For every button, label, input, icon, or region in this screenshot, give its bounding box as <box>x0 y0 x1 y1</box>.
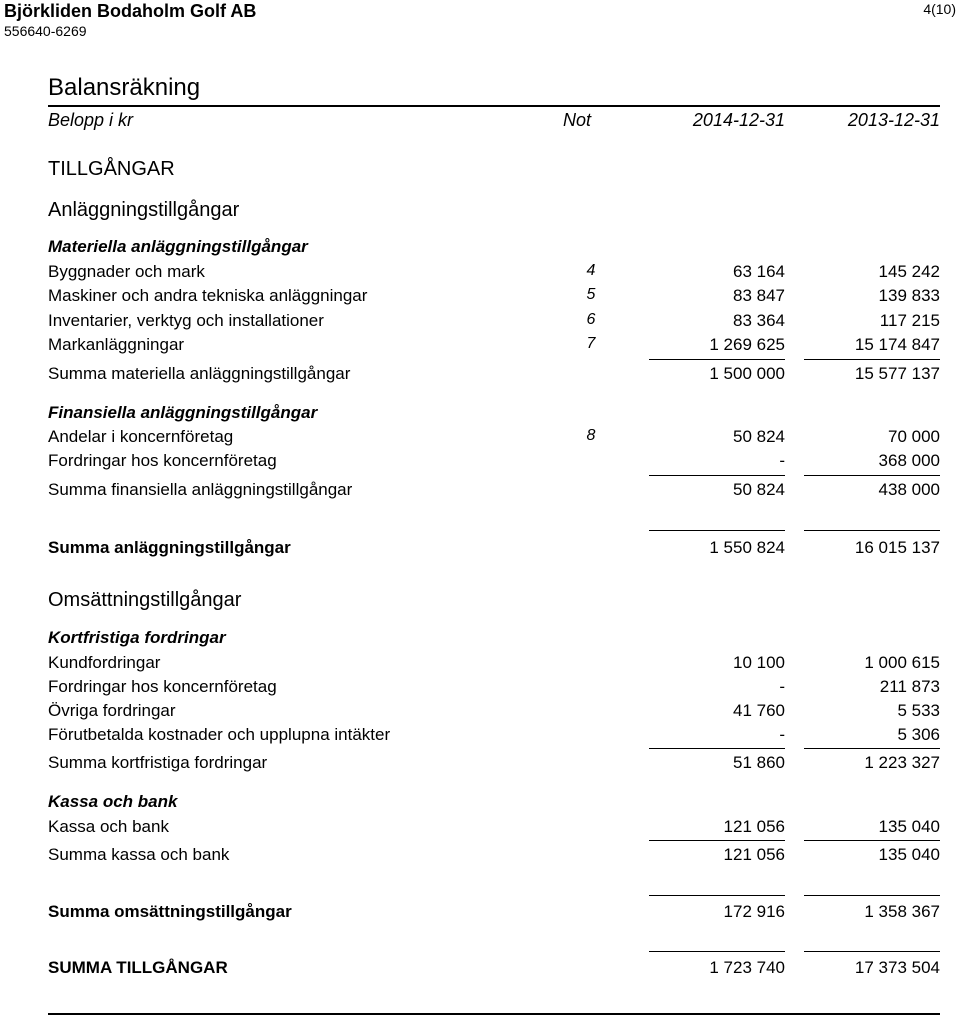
column-header-note: Not <box>563 110 592 130</box>
org-number: 556640-6269 <box>4 23 87 39</box>
table-row: Markanläggningar 7 1 269 625 15 174 847 <box>48 335 940 354</box>
table-row: Fordringar hos koncernföretag - 368 000 <box>48 451 940 470</box>
table-row: Inventarier, verktyg och installationer 6 83 364 117 215 <box>48 311 940 330</box>
subtotal-row: Summa kassa och bank 121 056 135 040 <box>48 845 940 864</box>
grand-total-row: SUMMA TILLGÅNGAR 1 723 740 17 373 504 <box>48 958 940 977</box>
table-row: Maskiner och andra tekniska anläggningar 5 83 847 139 833 <box>48 286 940 305</box>
group-heading-financial: Finansiella anläggningstillgångar <box>48 403 318 422</box>
sum-underline <box>804 359 940 360</box>
group-heading-cash: Kassa och bank <box>48 792 178 811</box>
section-heading-assets: TILLGÅNGAR <box>48 158 175 180</box>
sum-underline <box>649 748 785 749</box>
bottom-rule <box>48 1013 940 1015</box>
sum-underline <box>804 748 940 749</box>
sum-underline <box>804 840 940 841</box>
sum-underline <box>649 475 785 476</box>
table-row: Byggnader och mark 4 63 164 145 242 <box>48 262 940 281</box>
company-name: Björkliden Bodaholm Golf AB <box>4 1 257 21</box>
section-heading-fixed-assets: Anläggningstillgångar <box>48 199 240 221</box>
table-row: Kundfordringar 10 100 1 000 615 <box>48 653 940 672</box>
page-number: 4(10) <box>923 1 956 17</box>
subtotal-row: Summa finansiella anläggningstillgångar 50 824 438 000 <box>48 480 940 499</box>
sum-underline <box>649 895 785 896</box>
column-header-current: 2014-12-31 <box>692 110 785 130</box>
section-heading-current-assets: Omsättningstillgångar <box>48 589 242 611</box>
column-header-amount: Belopp i kr <box>48 110 134 130</box>
table-row: Andelar i koncernföretag 8 50 824 70 000 <box>48 427 940 446</box>
sum-underline <box>804 951 940 952</box>
sum-underline <box>804 530 940 531</box>
total-row-fixed-assets: Summa anläggningstillgångar 1 550 824 16 015 137 <box>48 538 940 557</box>
table-row: Fordringar hos koncernföretag - 211 873 <box>48 677 940 696</box>
table-row: Förutbetalda kostnader och upplupna intäkter - 5 306 <box>48 725 940 744</box>
sum-underline <box>649 840 785 841</box>
total-row-current-assets: Summa omsättningstillgångar 172 916 1 358 367 <box>48 902 940 921</box>
header-rule <box>48 105 940 107</box>
table-row: Övriga fordringar 41 760 5 533 <box>48 701 940 720</box>
sum-underline <box>804 895 940 896</box>
sum-underline <box>804 475 940 476</box>
column-header-previous: 2013-12-31 <box>847 110 940 130</box>
table-row: Kassa och bank 121 056 135 040 <box>48 817 940 836</box>
subtotal-row: Summa materiella anläggningstillgångar 1 500 000 15 577 137 <box>48 364 940 383</box>
sum-underline <box>649 951 785 952</box>
sum-underline <box>649 530 785 531</box>
group-heading-tangible: Materiella anläggningstillgångar <box>48 237 308 256</box>
group-heading-receivables: Kortfristiga fordringar <box>48 628 226 647</box>
page-title: Balansräkning <box>48 74 201 101</box>
sum-underline <box>649 359 785 360</box>
subtotal-row: Summa kortfristiga fordringar 51 860 1 223 327 <box>48 753 940 772</box>
